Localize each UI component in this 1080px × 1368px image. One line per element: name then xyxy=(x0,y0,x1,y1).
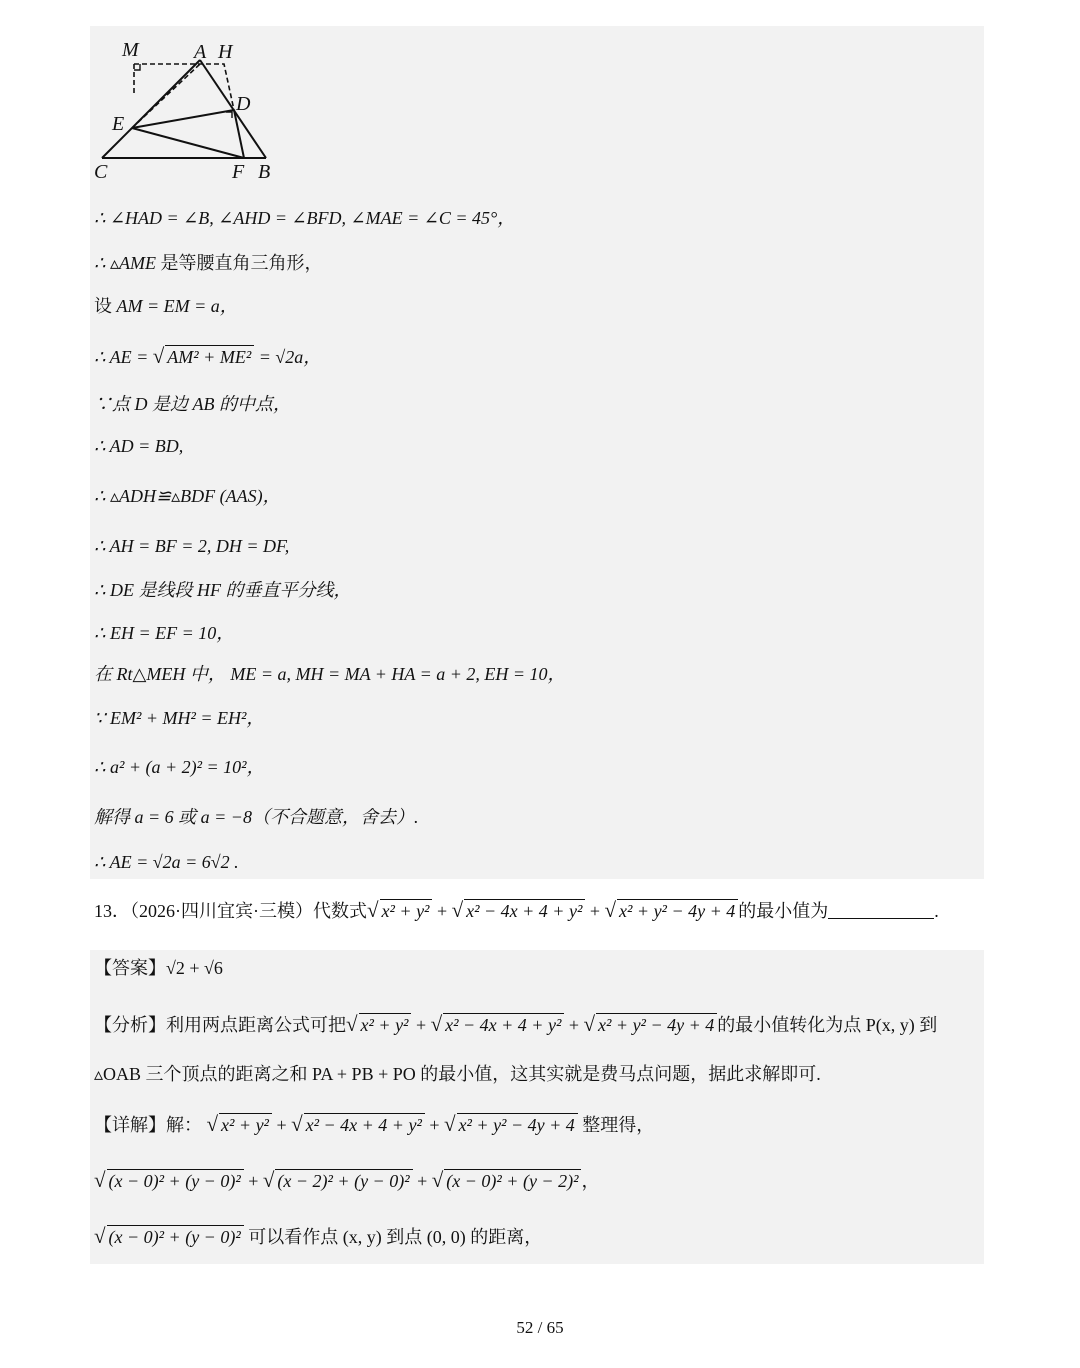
line-prefix: ∴ ▵AME xyxy=(94,253,161,273)
solution-line: ∴ AH = BF = 2, DH = DF, xyxy=(94,536,290,556)
radicand: AM² + ME² xyxy=(165,345,254,368)
label-e: E xyxy=(112,113,125,135)
detail-text: 解： xyxy=(166,1115,202,1135)
detail-text: 可以看作点 (x, y) 到点 (0, 0) 的距离， xyxy=(248,1227,543,1247)
detail-text: 整理得， xyxy=(582,1115,655,1135)
question-source: （2026·四川宜宾·三模） xyxy=(130,901,313,921)
detail-line: 【详解】解： √ x² + y² + √ x² − 4x + 4 + y² + √ x² + y² − 4y + 4 整理得， xyxy=(94,1112,655,1136)
answer-block xyxy=(90,950,984,1264)
radicand: x² − 4x + 4 + y² xyxy=(443,1013,564,1036)
radicand: x² − 4x + 4 + y² xyxy=(304,1113,425,1136)
radical-sign: √ xyxy=(262,1168,275,1192)
solution-line: ∴ ∠HAD = ∠B, ∠AHD = ∠BFD, ∠MAE = ∠C = 45°， xyxy=(94,208,516,228)
radical-sign: √ xyxy=(444,1112,456,1136)
analysis-line: 【分析】利用两点距离公式可把√ x² + y² + √ x² − 4x + 4 + y² + √ x² + y² − 4y + 4 的最小值转化为点 P(x, y) 到 xyxy=(94,1012,938,1036)
radicand: x² + y² − 4y + 4 xyxy=(596,1013,717,1036)
radical-sign: √ xyxy=(206,1112,219,1136)
page-number: 52 / 65 xyxy=(516,1318,564,1337)
label-c: C xyxy=(94,161,108,183)
radical-sign: √ xyxy=(152,344,165,368)
radical-sign: √ xyxy=(346,1012,358,1036)
detail-label: 【详解】 xyxy=(94,1115,166,1135)
solution-line: ∴ DE 是线段 HF 的垂直平分线， xyxy=(94,580,352,600)
detail-text: ， xyxy=(581,1171,600,1191)
radicand: x² + y² xyxy=(380,899,433,922)
label-d: D xyxy=(236,93,251,115)
solution-line: 解得 a = 6 或 a = −8（不合题意，舍去）. xyxy=(94,807,419,827)
solution-line: ∵ EM² + MH² = EH²， xyxy=(94,708,265,728)
radicand: (x − 0)² + (y − 0)² xyxy=(107,1169,244,1192)
label-h: H xyxy=(218,41,233,63)
solution-line: ∴ AD = BD, xyxy=(94,436,184,456)
analysis-label: 【分析】 xyxy=(94,1015,166,1035)
analysis-text: 利用两点距离公式可把 xyxy=(166,1015,346,1035)
radicand: x² + y² xyxy=(219,1113,272,1136)
analysis-line: ▵OAB 三个顶点的距离之和 PA + PB + PO 的最小值，这其实就是费马点问题，据此求解即可. xyxy=(94,1064,821,1084)
label-a: A xyxy=(194,41,207,63)
solution-line: ∵点 D 是边 AB 的中点， xyxy=(94,394,291,414)
radical-sign: √ xyxy=(94,1168,106,1192)
radicand: x² − 4x + 4 + y² xyxy=(464,899,585,922)
line-text: 是等腰直角三角形， xyxy=(160,253,323,273)
answer-line xyxy=(94,956,223,980)
line-text: AM = EM = a， xyxy=(116,296,238,316)
radical-sign: √ xyxy=(583,1012,596,1036)
detail-line xyxy=(94,1224,542,1249)
radicand: x² + y² − 4y + 4 xyxy=(617,899,738,922)
geometry-figure xyxy=(94,36,284,186)
solution-line: ∴ AE = √2a = 6√2 . xyxy=(94,852,239,872)
question-end: . xyxy=(934,901,939,921)
solution-line: ∴ a² + (a + 2)² = 10²， xyxy=(94,757,265,777)
radicand: (x − 0)² + (y − 2)² xyxy=(444,1169,581,1192)
radicand: x² + y² − 4y + 4 xyxy=(457,1113,578,1136)
radical-sign: √ xyxy=(451,898,464,922)
answer-value: √2 + √6 xyxy=(166,958,223,978)
radical-sign: √ xyxy=(431,1168,444,1192)
answer-label: 【答案】 xyxy=(94,958,166,978)
solution-line: 在 Rt△MEH 中， ME = a, MH = MA + HA = a + 2, EH = 10， xyxy=(94,664,566,684)
radical-sign: √ xyxy=(430,1012,443,1036)
question-number: 13． xyxy=(94,901,130,921)
radical-sign: √ xyxy=(367,898,379,922)
solution-line xyxy=(94,251,322,275)
solution-line xyxy=(94,294,238,318)
radicand: (x − 2)² + (y − 0)² xyxy=(275,1169,412,1192)
line-text: ∴ AE = xyxy=(94,347,153,367)
solution-line: ∴ EH = EF = 10， xyxy=(94,623,235,643)
answer-blank xyxy=(828,900,934,919)
radicand: (x − 0)² + (y − 0)² xyxy=(107,1225,244,1248)
detail-line: √ (x − 0)² + (y − 0)² + √ (x − 2)² + (y − 0)² + √ (x − 0)² + (y − 2)² ， xyxy=(94,1168,600,1192)
radical-sign: √ xyxy=(604,898,617,922)
label-b: B xyxy=(258,161,271,183)
question-text: 代数式 xyxy=(313,901,367,921)
solution-line: ∴ ▵ADH≌▵BDF (AAS)， xyxy=(94,486,281,506)
solution-line xyxy=(94,344,321,369)
radicand: x² + y² xyxy=(359,1013,412,1036)
analysis-text: 的最小值转化为点 P(x, y) 到 xyxy=(717,1015,938,1035)
line-text: = √2a， xyxy=(254,347,322,367)
label-m: M xyxy=(122,39,139,61)
label-f: F xyxy=(232,161,245,183)
radical-sign: √ xyxy=(291,1112,303,1136)
line-prefix: 设 xyxy=(94,296,117,316)
question-text: 的最小值为 xyxy=(738,901,829,921)
question-13: 13．（2026·四川宜宾·三模）代数式√ x² + y² + √ x² − 4x + 4 + y² + √ x² + y² − 4y + 4 的最小值为 . xyxy=(94,898,939,922)
radical-sign: √ xyxy=(94,1224,106,1248)
